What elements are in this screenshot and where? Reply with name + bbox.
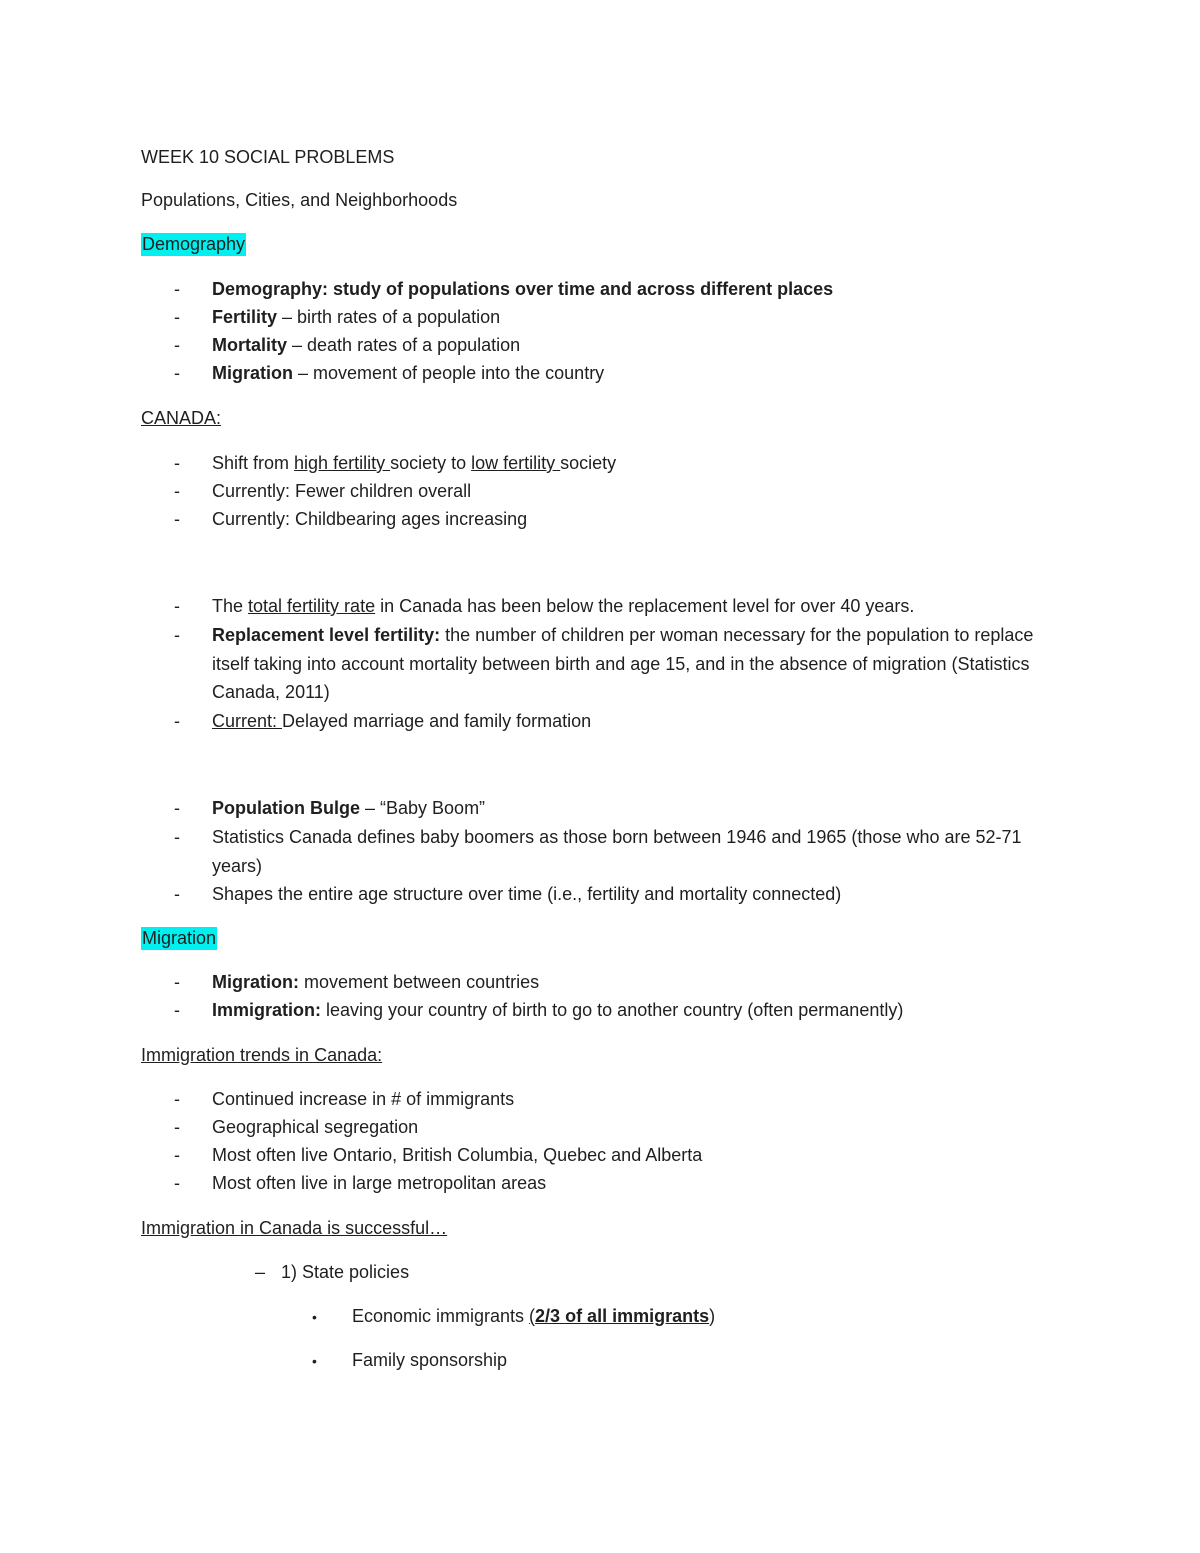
underlined-text: total fertility rate	[248, 596, 376, 616]
item-text: 1) State policies	[281, 1262, 410, 1282]
term: Population Bulge	[212, 798, 360, 818]
dash-bullet: -	[174, 711, 180, 731]
dash-bullet: -	[174, 279, 180, 299]
item-text: Geographical segregation	[212, 1117, 419, 1137]
dash-bullet: -	[174, 481, 180, 501]
highlight: Migration	[142, 928, 217, 948]
underlined-text: Current:	[212, 711, 283, 731]
dash-bullet: -	[174, 1145, 180, 1165]
dash-bullet: -	[174, 884, 180, 904]
success-heading: Immigration in Canada is successful…	[141, 1218, 448, 1238]
highlight: Demography	[142, 234, 246, 254]
definition: – birth rates of a population	[277, 307, 501, 327]
term: Replacement level fertility:	[212, 625, 441, 645]
demography-heading	[141, 232, 246, 256]
text: Delayed marriage and family formation	[282, 711, 592, 731]
definition: – “Baby Boom”	[360, 798, 486, 818]
endash-bullet: –	[255, 1262, 266, 1282]
term: Migration:	[212, 972, 299, 992]
text: Economic immigrants	[352, 1306, 530, 1326]
bullet-item	[312, 1348, 507, 1373]
bullet-icon: •	[312, 1353, 317, 1369]
definition: leaving your country of birth to go to another country (often permanently)	[321, 1000, 904, 1020]
dash-bullet: -	[174, 972, 180, 992]
bullet-item	[312, 1304, 715, 1329]
item-text: Family sponsorship	[352, 1350, 508, 1370]
trends-heading: Immigration trends in Canada:	[141, 1045, 383, 1065]
dash-bullet: -	[174, 1089, 180, 1109]
dash-bullet: -	[174, 1173, 180, 1193]
item-text: Currently: Childbearing ages increasing	[212, 509, 528, 529]
definition: the number of children per woman necessary for the population to replace itself taking into account mortality between birth and age 15, and in the absence of migration (Statistics Canada, 2011)	[212, 625, 1034, 702]
term: Fertility	[212, 307, 278, 327]
migration-heading	[141, 926, 217, 950]
dash-bullet: -	[174, 363, 180, 383]
text: (	[529, 1306, 536, 1326]
text: society	[560, 453, 617, 473]
term: Demography: study of populations over time and across different places	[212, 279, 834, 299]
term: Immigration:	[212, 1000, 322, 1020]
dash-bullet: -	[174, 335, 180, 355]
dash-bullet: -	[174, 798, 180, 818]
dash-bullet: -	[174, 307, 180, 327]
item-text: Shapes the entire age structure over time (i.e., fertility and mortality connected)	[212, 884, 842, 904]
bullet-icon: •	[312, 1309, 317, 1325]
definition: – death rates of a population	[287, 335, 521, 355]
text: in Canada has been below the replacement level for over 40 years.	[375, 596, 915, 616]
dash-bullet: -	[174, 625, 180, 645]
document-subtitle: Populations, Cities, and Neighborhoods	[141, 190, 458, 210]
underlined-text: low fertility	[471, 453, 561, 473]
document-title: WEEK 10 SOCIAL PROBLEMS	[141, 147, 395, 167]
term: Migration	[212, 363, 293, 383]
definition: – movement of people into the country	[293, 363, 605, 383]
definition: movement between countries	[299, 972, 540, 992]
sub-list-item	[255, 1260, 409, 1284]
text: society to	[390, 453, 472, 473]
item-text: Most often live Ontario, British Columbia, Quebec and Alberta	[212, 1145, 703, 1165]
dash-bullet: -	[174, 509, 180, 529]
text: The	[212, 596, 249, 616]
item-text: Statistics Canada defines baby boomers as those born between 1946 and 1965 (those who are 52-71 years)	[212, 827, 1022, 876]
canada-heading: CANADA:	[141, 408, 222, 428]
item-text: Most often live in large metropolitan areas	[212, 1173, 547, 1193]
dash-bullet: -	[174, 827, 180, 847]
underlined-text: high fertility	[294, 453, 391, 473]
dash-bullet: -	[174, 1117, 180, 1137]
text: )	[709, 1306, 716, 1326]
item-text: Continued increase in # of immigrants	[212, 1089, 515, 1109]
emphasis-text: 2/3 of all immigrants	[535, 1306, 710, 1326]
item-text: Currently: Fewer children overall	[212, 481, 472, 501]
dash-bullet: -	[174, 453, 180, 473]
dash-bullet: -	[174, 596, 180, 616]
term: Mortality	[212, 335, 288, 355]
text: Shift from	[212, 453, 295, 473]
dash-bullet: -	[174, 1000, 180, 1020]
